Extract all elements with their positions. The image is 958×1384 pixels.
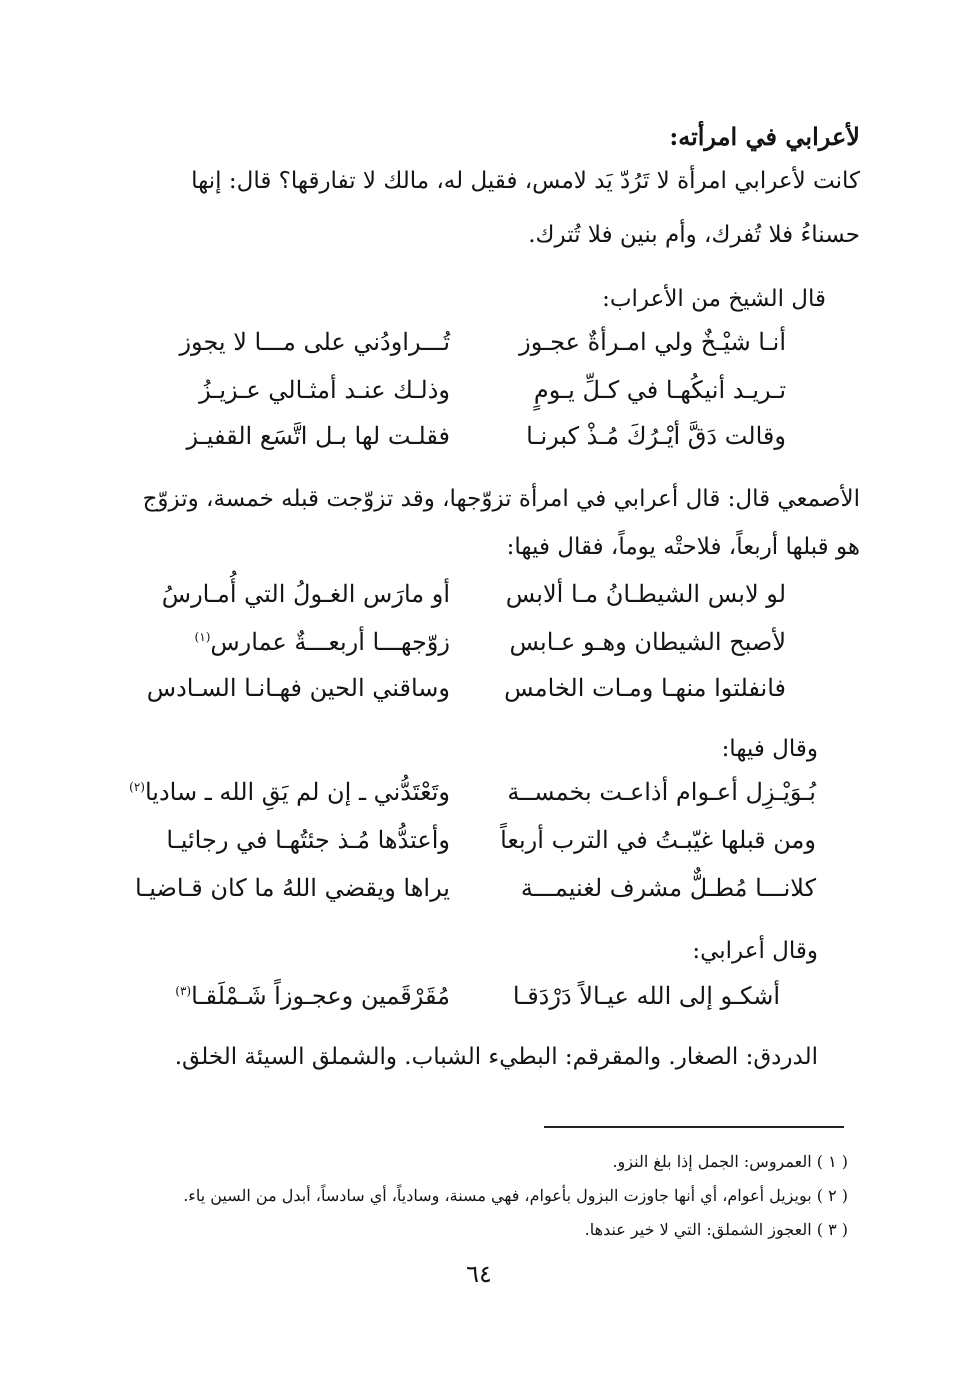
poem2-verse1-second: أو مارَس الغـولُ التي أُمـارسُ [161,580,450,608]
poem3-verse2-second: وأعتدُّها مُـذ جئتُهـا في رجائيـا [166,826,450,854]
footnote-ref-1: (١) [194,630,211,644]
poem1-intro: قال الشيخ من الأعراب: [602,286,826,312]
intro-line-1: كانت لأعرابي امرأة لا تَرُدّ يَد لامس، فقيل له، مالك لا تفارقها؟ قال: إنها [191,168,860,194]
intro-line-2: حسناءُ فلا تُفرك، وأم بنين فلا تُترك. [528,222,860,248]
poem2-intro-line-2: هو قبلها أربعاً، فلاحتْه يوماً، فقال فيها: [506,534,860,560]
poem2-verse3-first: فانفلتوا منهـا ومـات الخامس [504,674,786,702]
poem1-verse1-second: تُـــراودُني على مـــا لا يجوز [179,328,450,356]
poem1-verse1-first: أنـا شيْـخٌ ولي امـرأةٌ عجـوز [519,328,786,356]
poem3-verse1-second-text: وتَعْتَدُّني ـ إن لم يَقِ الله ـ ساديا [144,778,450,806]
poem1-verse2-first: تـريـد أنيكُهـا في كـلِّ يـومٍ [533,376,786,404]
footnote-3: ( ٣ ) العجوز الشملق: التي لا خير عندها. [584,1220,848,1239]
poem2-verse1-first: لو لابس الشيطـانُ مـا ألابس [505,580,786,608]
footnote-ref-2: (٢) [129,780,145,794]
poem3-intro: وقال فيها: [721,736,818,762]
page-number: ٦٤ [466,1260,492,1288]
poem4-intro: وقال أعرابي: [692,938,818,964]
section-title: لأعرابي في امرأته: [669,122,860,151]
poem1-verse3-first: وقالت دَقَّ أيْـرُكَ مُـذْ كبرنـا [526,422,786,450]
poem3-verse3-first: كلانـــا مُطـلٌّ مشرف لغنيمـــة [520,874,816,902]
poem2-verse2-first: لأصبح الشيطان وهـو عـابس [509,628,786,656]
poem2-intro-line-1: الأصمعي قال: قال أعرابي في امرأة تزوّجها، وقد تزوّجت قبله خمسة، وتزوّج [142,486,860,512]
poem2-verse2-second [195,628,450,656]
poem1-verse2-second: وذلـك عنـد أمثـالي عـزيـزُ [199,376,450,404]
poem2-verse3-second: وساقني الحين فهـانـا السـادس [146,674,450,702]
poem2-verse2-second-text: زوّجهـــا أربعـــةٌ عمارس [210,628,450,656]
gloss: الدردق: الصغار. والمقرقم: البطيء الشباب. والشملق السيئة الخلق. [174,1044,818,1070]
poem4-verse1-second-text: مُقَرْقَمين وعجـوزاً شَـمْلَقـا [191,982,450,1010]
poem3-verse2-first: ومن قبلها غيّبـتُ في الترب أربعاً [500,826,816,854]
footnote-1: ( ١ ) العمروس: الجمل إذا بلغ النزو. [612,1152,848,1171]
footnote-ref-3: (٣) [175,984,192,998]
poem3-verse1-second [129,778,450,806]
poem4-verse1-first: أشكـو إلى الله عيـالاً دَرْدَقـا [512,982,780,1010]
footnote-divider [544,1126,844,1128]
poem1-verse3-second: فقلـت لها بـل اتَّسَع القفيـز [186,422,450,450]
poem4-verse1-second [175,982,450,1010]
footnote-2: ( ٢ ) بويزيل أعوام، أي أنها جاوزت البزول بأعوام، فهي مسنة، وسادياً، أي سادساً، أبدل من السين ياء. [183,1186,848,1205]
poem3-verse1-first: بُـوَيْـزِل أعـوام أذاعـت بخمســة [507,778,816,806]
poem3-verse3-second: يراها ويقضي اللهُ ما كان قـاضيـا [134,874,450,902]
